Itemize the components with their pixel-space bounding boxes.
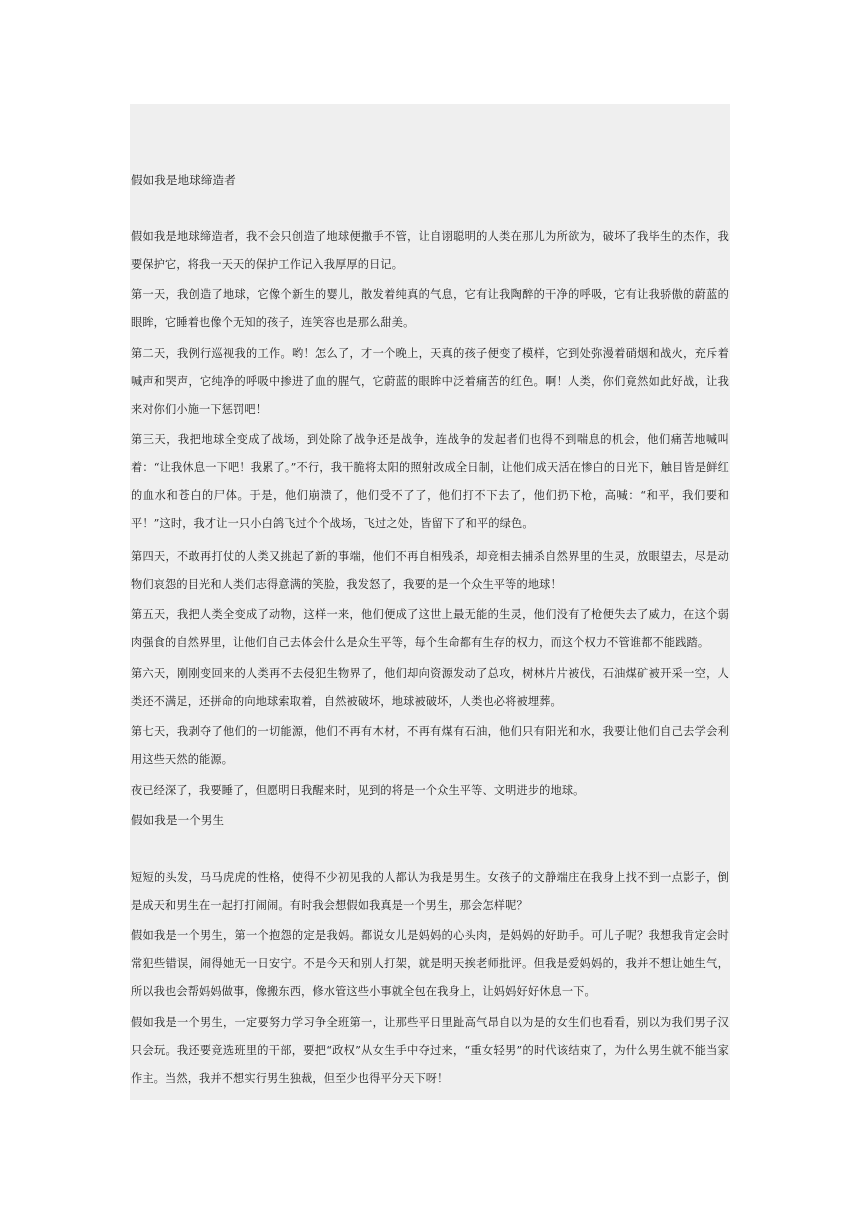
paragraph: 第一天，我创造了地球，它像个新生的婴儿，散发着纯真的气息，它有让我陶醉的干净的呼吸，它有让我骄傲的蔚蓝的眼眸，它睡着也像个无知的孩子，连笑容也是那么甜美。 xyxy=(131,288,729,329)
paragraph: 第四天，不敢再打仗的人类又挑起了新的事端，他们不再自相残杀，却竞相去捕杀自然界里的生灵，放眼望去，尽是动物们哀怨的目光和人类们志得意满的笑脸，我发怒了，我要的是一个众生平等的地球！ xyxy=(131,550,729,591)
paragraph: 假如我是地球缔造者，我不会只创造了地球便撒手不管，让自诩聪明的人类在那儿为所欲为，破坏了我毕生的杰作，我要保护它，将我一天天的保护工作记入我厚厚的日记。 xyxy=(131,230,729,271)
paragraph: 第六天，刚刚变回来的人类再不去侵犯生物界了，他们却向资源发动了总攻，树林片片被伐，石油煤矿被开采一空，人类还不满足，还拼命的向地球索取着，自然被破坏，地球被破坏，人类也必将被埋葬。 xyxy=(131,667,729,708)
paragraph: 第三天，我把地球全变成了战场，到处除了战争还是战争，连战争的发起者们也得不到喘息的机会，他们痛苦地喊叫着：“让我休息一下吧！我累了。”不行，我干脆将太阳的照射改成全日制，让他们成天活在惨白的日光下，触目皆是鲜红的血水和苍白的尸体。于是，他们崩溃了，他们受不了了，他们打不下去了，他们扔下枪，高喊：“和平，我们要和平！”这时，我才让一只小白鸽飞过个个战场，飞过之处，皆留下了和平的绿色。 xyxy=(131,433,729,530)
paragraph: 夜已经深了，我要睡了，但愿明日我醒来时，见到的将是一个众生平等、文明进步的地球。 xyxy=(131,784,585,797)
paragraph: 短短的头发，马马虎虎的性格，使得不少初见我的人都认为我是男生。女孩子的文静端庄在我身上找不到一点影子，倒是成天和男生在一起打打闹闹。有时我会想假如我真是一个男生，那会怎样呢？ xyxy=(131,871,729,912)
essay-title: 假如我是一个男生 xyxy=(131,813,225,827)
paragraph: 第七天，我剥夺了他们的一切能源，他们不再有木材，不再有煤有石油，他们只有阳光和水，我要让他们自己去学会利用这些天然的能源。 xyxy=(131,725,729,766)
paragraph: 假如我是一个男生，一定要努力学习争全班第一，让那些平日里趾高气昂自以为是的女生们也看看，别以为我们男子汉只会玩。我还要竞选班里的干部，要把“政权”从女生手中夺过来，“重女轻男”的时代该结束了，为什么男生就不能当家作主。当然，我并不想实行男生独裁，但至少也得平分天下呀！ xyxy=(131,1016,729,1085)
paragraph: 第二天，我例行巡视我的工作。哟！怎么了，才一个晚上，天真的孩子便变了模样，它到处弥漫着硝烟和战火，充斥着喊声和哭声，它纯净的呼吸中掺进了血的腥气，它蔚蓝的眼眸中泛着痛苦的红色。啊！人类，你们竟然如此好战，让我来对你们小施一下惩罚吧！ xyxy=(131,347,729,416)
essay-title: 假如我是地球缔造者 xyxy=(131,173,236,187)
paragraph: 第五天，我把人类全变成了动物，这样一来，他们便成了这世上最无能的生灵，他们没有了枪便失去了威力，在这个弱肉强食的自然界里，让他们自己去体会什么是众生平等，每个生命都有生存的权力，而这个权力不管谁都不能践踏。 xyxy=(131,608,729,649)
paragraph: 假如我是一个男生，第一个抱怨的定是我妈。都说女儿是妈妈的心头肉，是妈妈的好助手。可儿子呢？我想我肯定会时常犯些错误，闹得她无一日安宁。不是今天和别人打架，就是明天挨老师批评。但我是爱妈妈的，我并不想让她生气，所以我也会帮妈妈做事，像搬东西，修水管这些小事就全包在我身上，让妈妈好好休息一下。 xyxy=(131,929,729,998)
